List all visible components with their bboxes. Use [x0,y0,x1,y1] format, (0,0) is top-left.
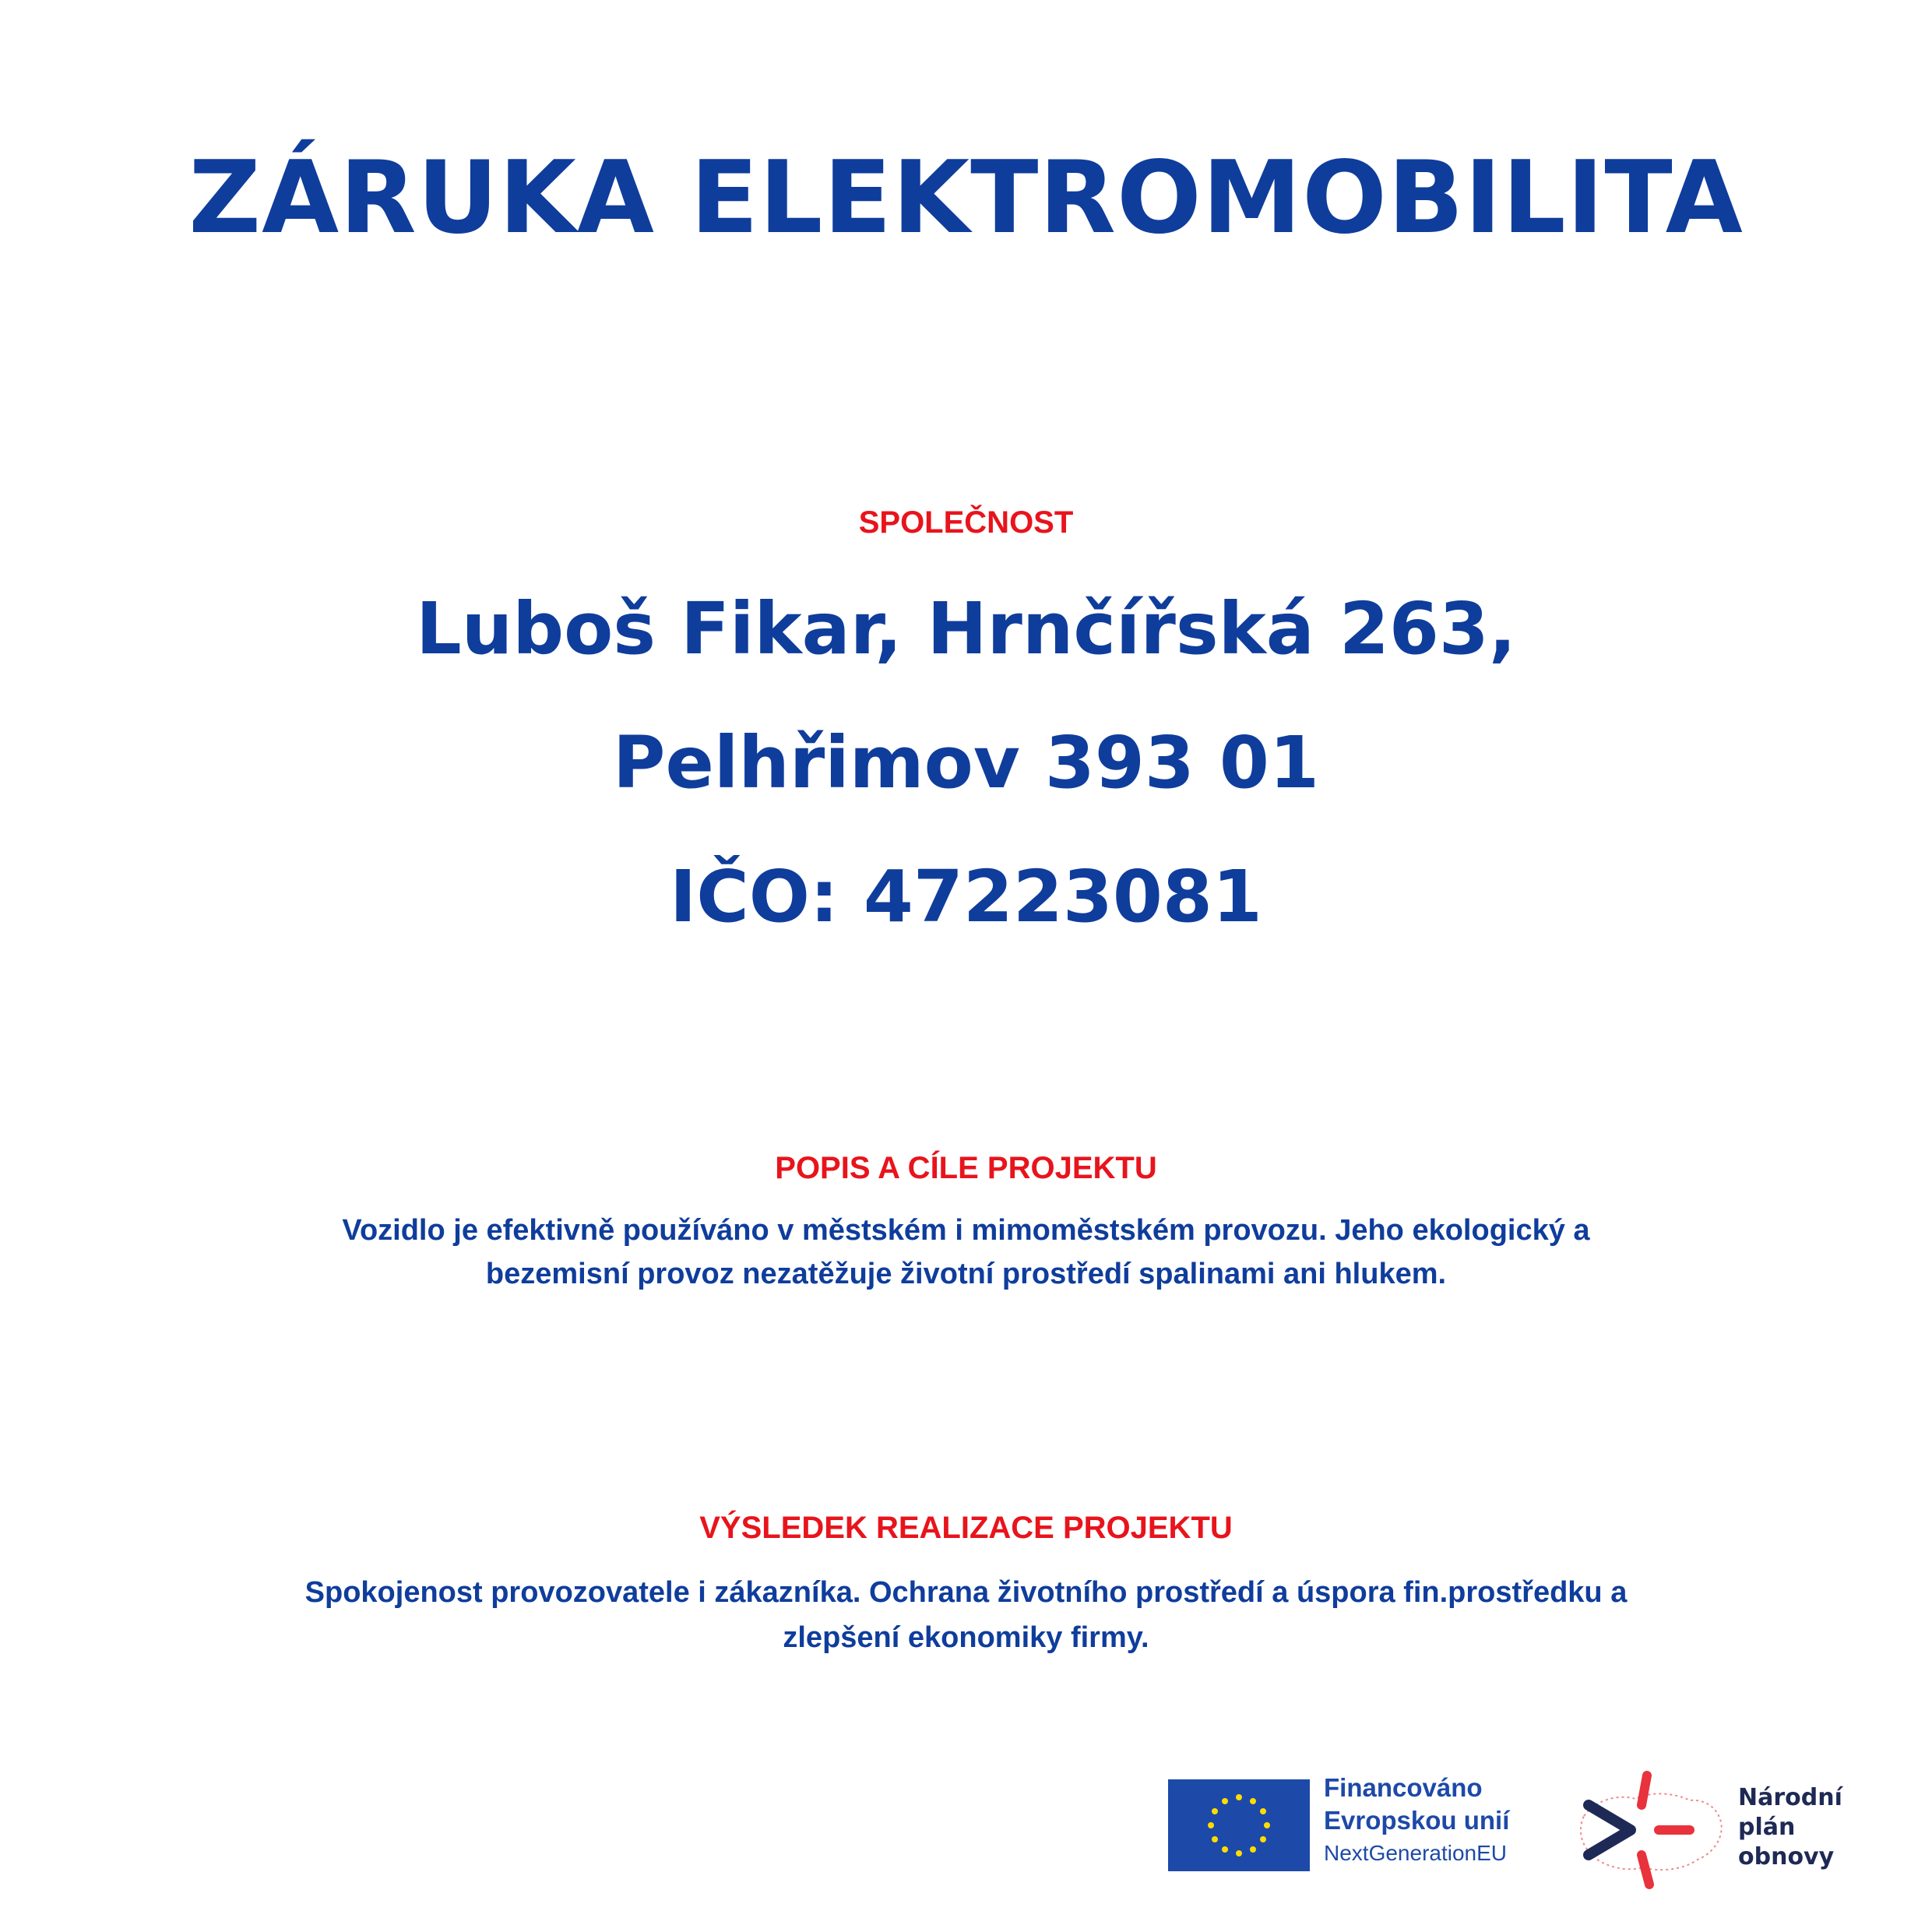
result-line-1: Spokojenost provozovatele i zákazníka. Ochrana životního prostředí a úspora fin.prostředku a [304,1576,1628,1609]
company-name-address: Luboš Fikar, Hrnčířská 263, [416,587,1516,670]
company-label: SPOLEČNOST [858,505,1074,540]
company-ico: IČO: 47223081 [670,855,1262,938]
eu-text-line-1: Financováno [1324,1773,1483,1802]
eu-text-line-2: Evropskou unií [1324,1806,1510,1835]
npo-text-line-3: obnovy [1738,1843,1835,1870]
eu-flag-icon [1168,1779,1310,1871]
npo-text-line-1: Národní [1738,1784,1842,1811]
company-city: Pelhřimov 393 01 [613,721,1319,804]
eu-funding-text [1324,1772,1509,1870]
eu-text-line-3: NextGenerationEU [1324,1841,1508,1865]
npo-logo [1573,1768,1884,1892]
description-line-1: Vozidlo je efektivně používáno v městském i mimoměstském provozu. Jeho ekologický a [342,1214,1590,1247]
npo-text [1738,1783,1842,1872]
description-line-2: bezemisní provoz nezatěžuje životní prostředí spalinami ani hlukem. [485,1258,1447,1290]
description-label: POPIS A CÍLE PROJEKTU [775,1151,1157,1185]
eu-funding-logo [1168,1772,1542,1873]
page-title: ZÁRUKA ELEKTROMOBILITA [188,140,1744,256]
npo-text-line-2: plán [1738,1814,1796,1841]
result-label: VÝSLEDEK REALIZACE PROJEKTU [699,1511,1233,1545]
result-line-2: zlepšení ekonomiky firmy. [783,1621,1149,1654]
npo-arrow-icon [1573,1768,1729,1892]
